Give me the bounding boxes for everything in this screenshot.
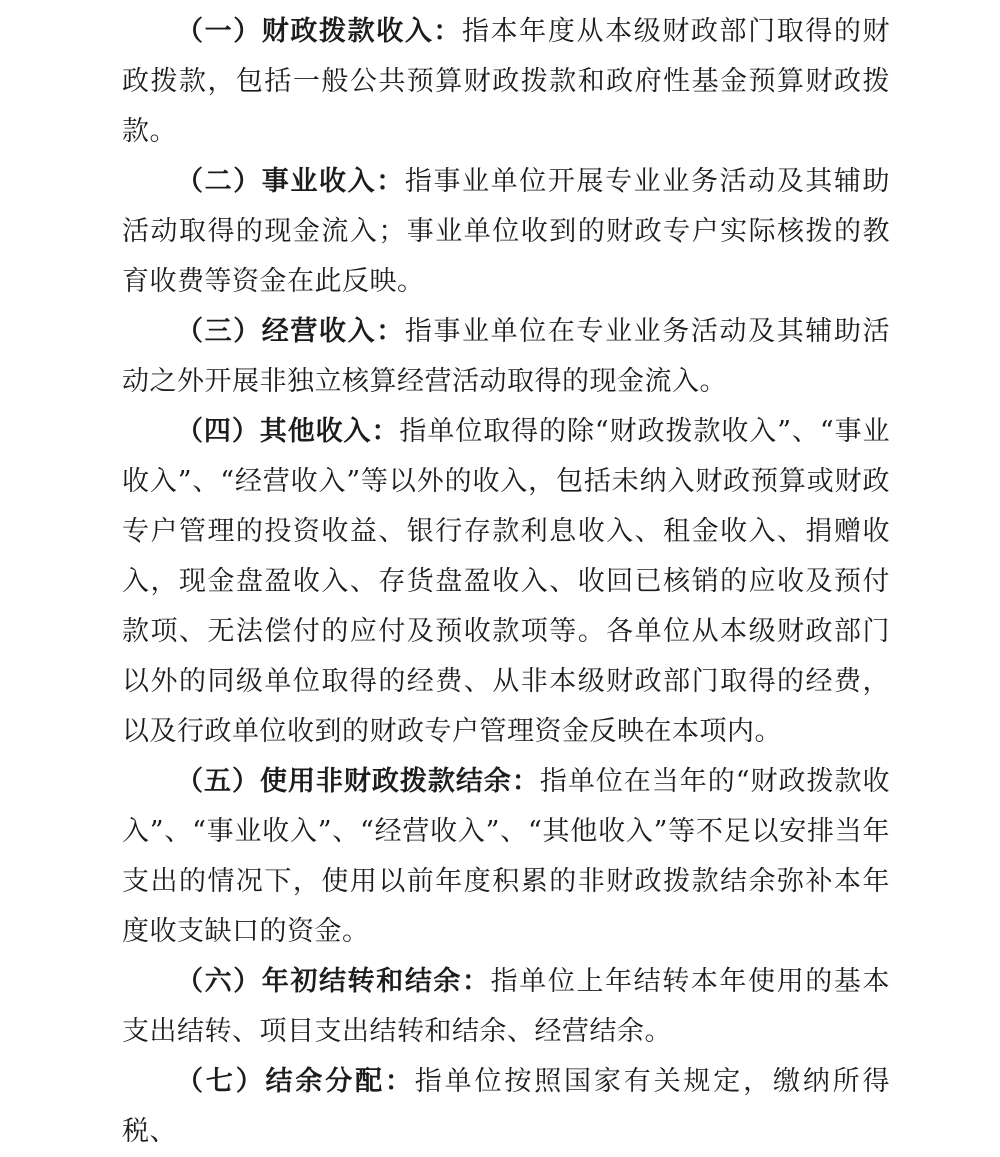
- paragraph-business-income: [122, 307, 890, 407]
- paragraph-lead: （四）其他收入：: [176, 416, 400, 447]
- paragraph-use-of-non-fiscal-surplus: [122, 757, 890, 957]
- paragraph-operating-income-public: [122, 157, 890, 307]
- paragraph-beginning-year-carryover: [122, 957, 890, 1057]
- paragraph-body: 指单位取得的除“财政拨款收入”、“事业收入”、“经营收入”等以外的收入，包括未纳入财政预算或财政专户管理的投资收益、银行存款利息收入、租金收入、捐赠收入，现金盘盈收入、存货盘盈收入、收回已核销的应收及预付款项、无法偿付的应付及预收款项等。各单位从本级财政部门以外的同级单位取得的经费、从非本级财政部门取得的经费，以及行政单位收到的财政专户管理资金反映在本项内。: [122, 416, 891, 747]
- paragraph-surplus-distribution: [122, 1057, 890, 1157]
- paragraph-fiscal-appropriation-income: [122, 7, 890, 157]
- paragraph-body: 指单位按照国家有关规定，缴纳所得税、: [122, 1066, 891, 1147]
- paragraph-body: 指单位上年结转本年使用的基本支出结转、项目支出结转和结余、经营结余。: [122, 966, 891, 1047]
- paragraph-lead: （七）结余分配：: [176, 1066, 415, 1097]
- paragraph-body: 指事业单位开展专业业务活动及其辅助活动取得的现金流入；事业单位收到的财政专户实际核拨的教育收费等资金在此反映。: [122, 166, 891, 297]
- paragraph-lead: （一）财政拨款收入：: [176, 16, 463, 47]
- paragraph-lead: （三）经营收入：: [176, 316, 405, 347]
- paragraph-other-income: [122, 407, 890, 757]
- paragraph-body: 指事业单位在专业业务活动及其辅助活动之外开展非独立核算经营活动取得的现金流入。: [122, 316, 891, 397]
- paragraph-lead: （二）事业收入：: [176, 166, 405, 197]
- paragraph-lead: （五）使用非财政拨款结余：: [176, 766, 540, 797]
- paragraph-body: 指本年度从本级财政部门取得的财政拨款，包括一般公共预算财政拨款和政府性基金预算财政拨款。: [122, 16, 891, 147]
- paragraph-lead: （六）年初结转和结余：: [176, 966, 491, 997]
- paragraph-body: 指单位在当年的“财政拨款收入”、“事业收入”、“经营收入”、“其他收入”等不足以安排当年支出的情况下，使用以前年度积累的非财政拨款结余弥补本年度收支缺口的资金。: [122, 766, 890, 947]
